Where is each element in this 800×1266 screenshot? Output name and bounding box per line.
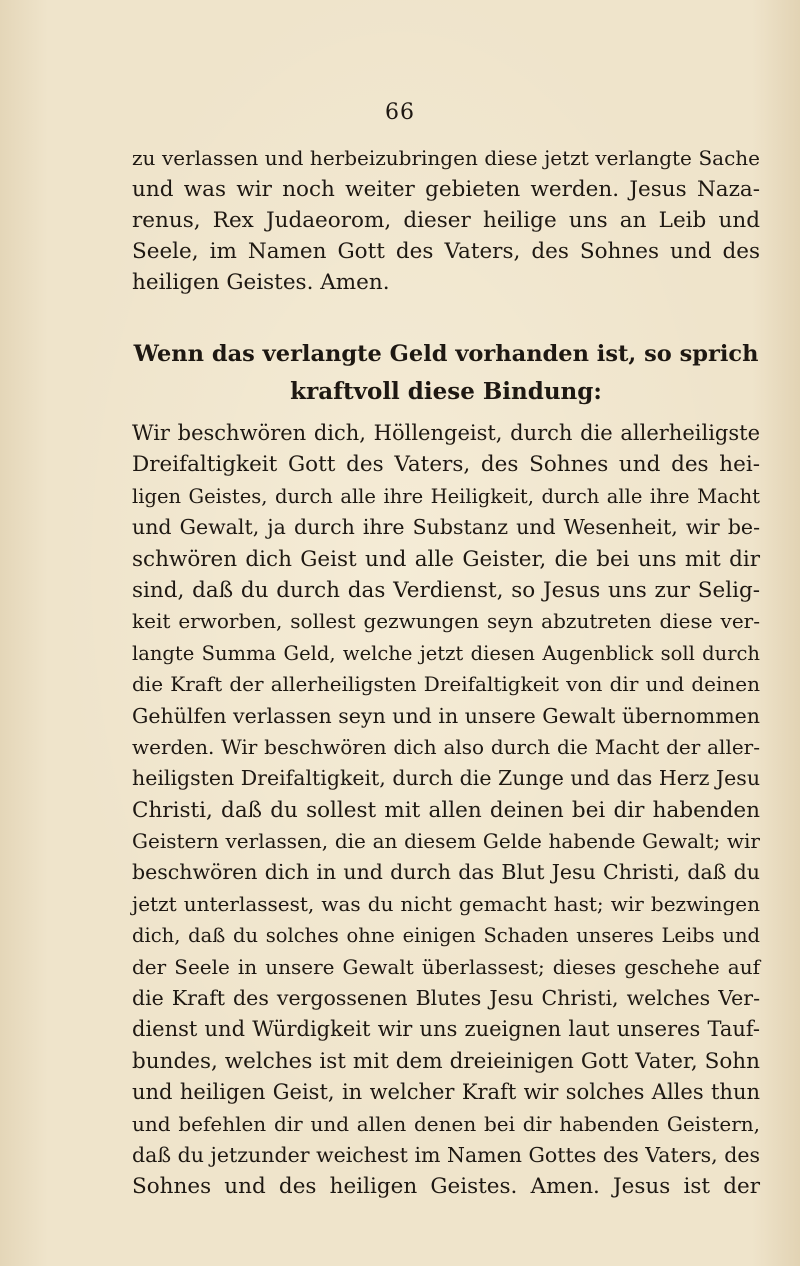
text-line: dich, daß du solches ohne einigen Schaden unseres Leibs und [132, 924, 760, 948]
text-line: Wir beschwören dich, Höllengeist, durch die allerheiligste [132, 421, 760, 445]
text-line: schwören dich Geist und alle Geister, die bei uns mit dir [132, 546, 760, 572]
text-line: Gehülfen verlassen seyn und in unsere Gewalt übernommen [132, 703, 760, 728]
text-line: der Seele in unsere Gewalt überlassest; dieses geschehe auf [132, 954, 760, 979]
body-paragraph [132, 418, 760, 1203]
text-line: bundes, welches ist mit dem dreieinigen Gott Vater, Sohn [132, 1048, 760, 1074]
text-line: dienst und Würdigkeit wir uns zueignen laut unseres Tauf- [132, 1017, 760, 1042]
text-line: renus, Rex Judaeorom, dieser heilige uns an Leib und [132, 208, 760, 233]
text-line: und Gewalt, ja durch ihre Substanz und Wesenheit, wir be- [132, 515, 760, 540]
intro-paragraph [132, 143, 760, 298]
text-line: werden. Wir beschwören dich also durch die Macht der aller- [132, 734, 760, 759]
text-line: ligen Geistes, durch alle ihre Heiligkeit, durch alle ihre Macht [132, 484, 760, 508]
text-line: die Kraft des vergossenen Blutes Jesu Christi, welches Ver- [132, 986, 760, 1011]
text-line: sind, daß du durch das Verdienst, so Jesus uns zur Selig- [132, 577, 760, 603]
text-line: und was wir noch weiter gebieten werden. Jesus Naza- [132, 177, 760, 202]
text-line: keit erworben, sollest gezwungen seyn abzutreten diese ver- [132, 609, 760, 634]
text-line: daß du jetzunder weichest im Namen Gottes des Vaters, des [132, 1142, 760, 1167]
text-line: Seele, im Namen Gott des Vaters, des Sohnes und des [132, 239, 760, 264]
text-line: langte Summa Geld, welche jetzt diesen Augenblick soll durch [132, 641, 760, 665]
text-line: zu verlassen und herbeizubringen diese jetzt verlangte Sache [132, 146, 760, 170]
text-line: jetzt unterlassest, was du nicht gemacht hast; wir bezwingen [132, 891, 760, 916]
text-line: die Kraft der allerheiligsten Dreifaltigkeit von dir und deinen [132, 672, 760, 697]
heading-line: kraftvoll diese Bindung: [290, 378, 602, 405]
text-line: heiligsten Dreifaltigkeit, durch die Zunge und das Herz Jesu [132, 766, 761, 791]
heading-line: Wenn das verlangte Geld vorhanden ist, so sprich [133, 341, 759, 367]
page-number: 66 [385, 100, 415, 125]
text-line: und heiligen Geist, in welcher Kraft wir solches Alles thun [132, 1080, 760, 1105]
text-line: Christi, daß du sollest mit allen deinen bei dir habenden [132, 797, 760, 823]
text-line: Sohnes und des heiligen Geistes. Amen. Jesus ist der [132, 1174, 760, 1200]
text-line: und befehlen dir und allen denen bei dir habenden Geistern, [132, 1111, 760, 1136]
text-line: Dreifaltigkeit Gott des Vaters, des Sohnes und des hei- [132, 452, 760, 478]
text-line: beschwören dich in und durch das Blut Jesu Christi, daß du [132, 860, 760, 885]
text-line: Geistern verlassen, die an diesem Gelde habende Gewalt; wir [132, 829, 760, 854]
text-line: heiligen Geistes. Amen. [132, 270, 390, 295]
section-heading [132, 336, 760, 410]
